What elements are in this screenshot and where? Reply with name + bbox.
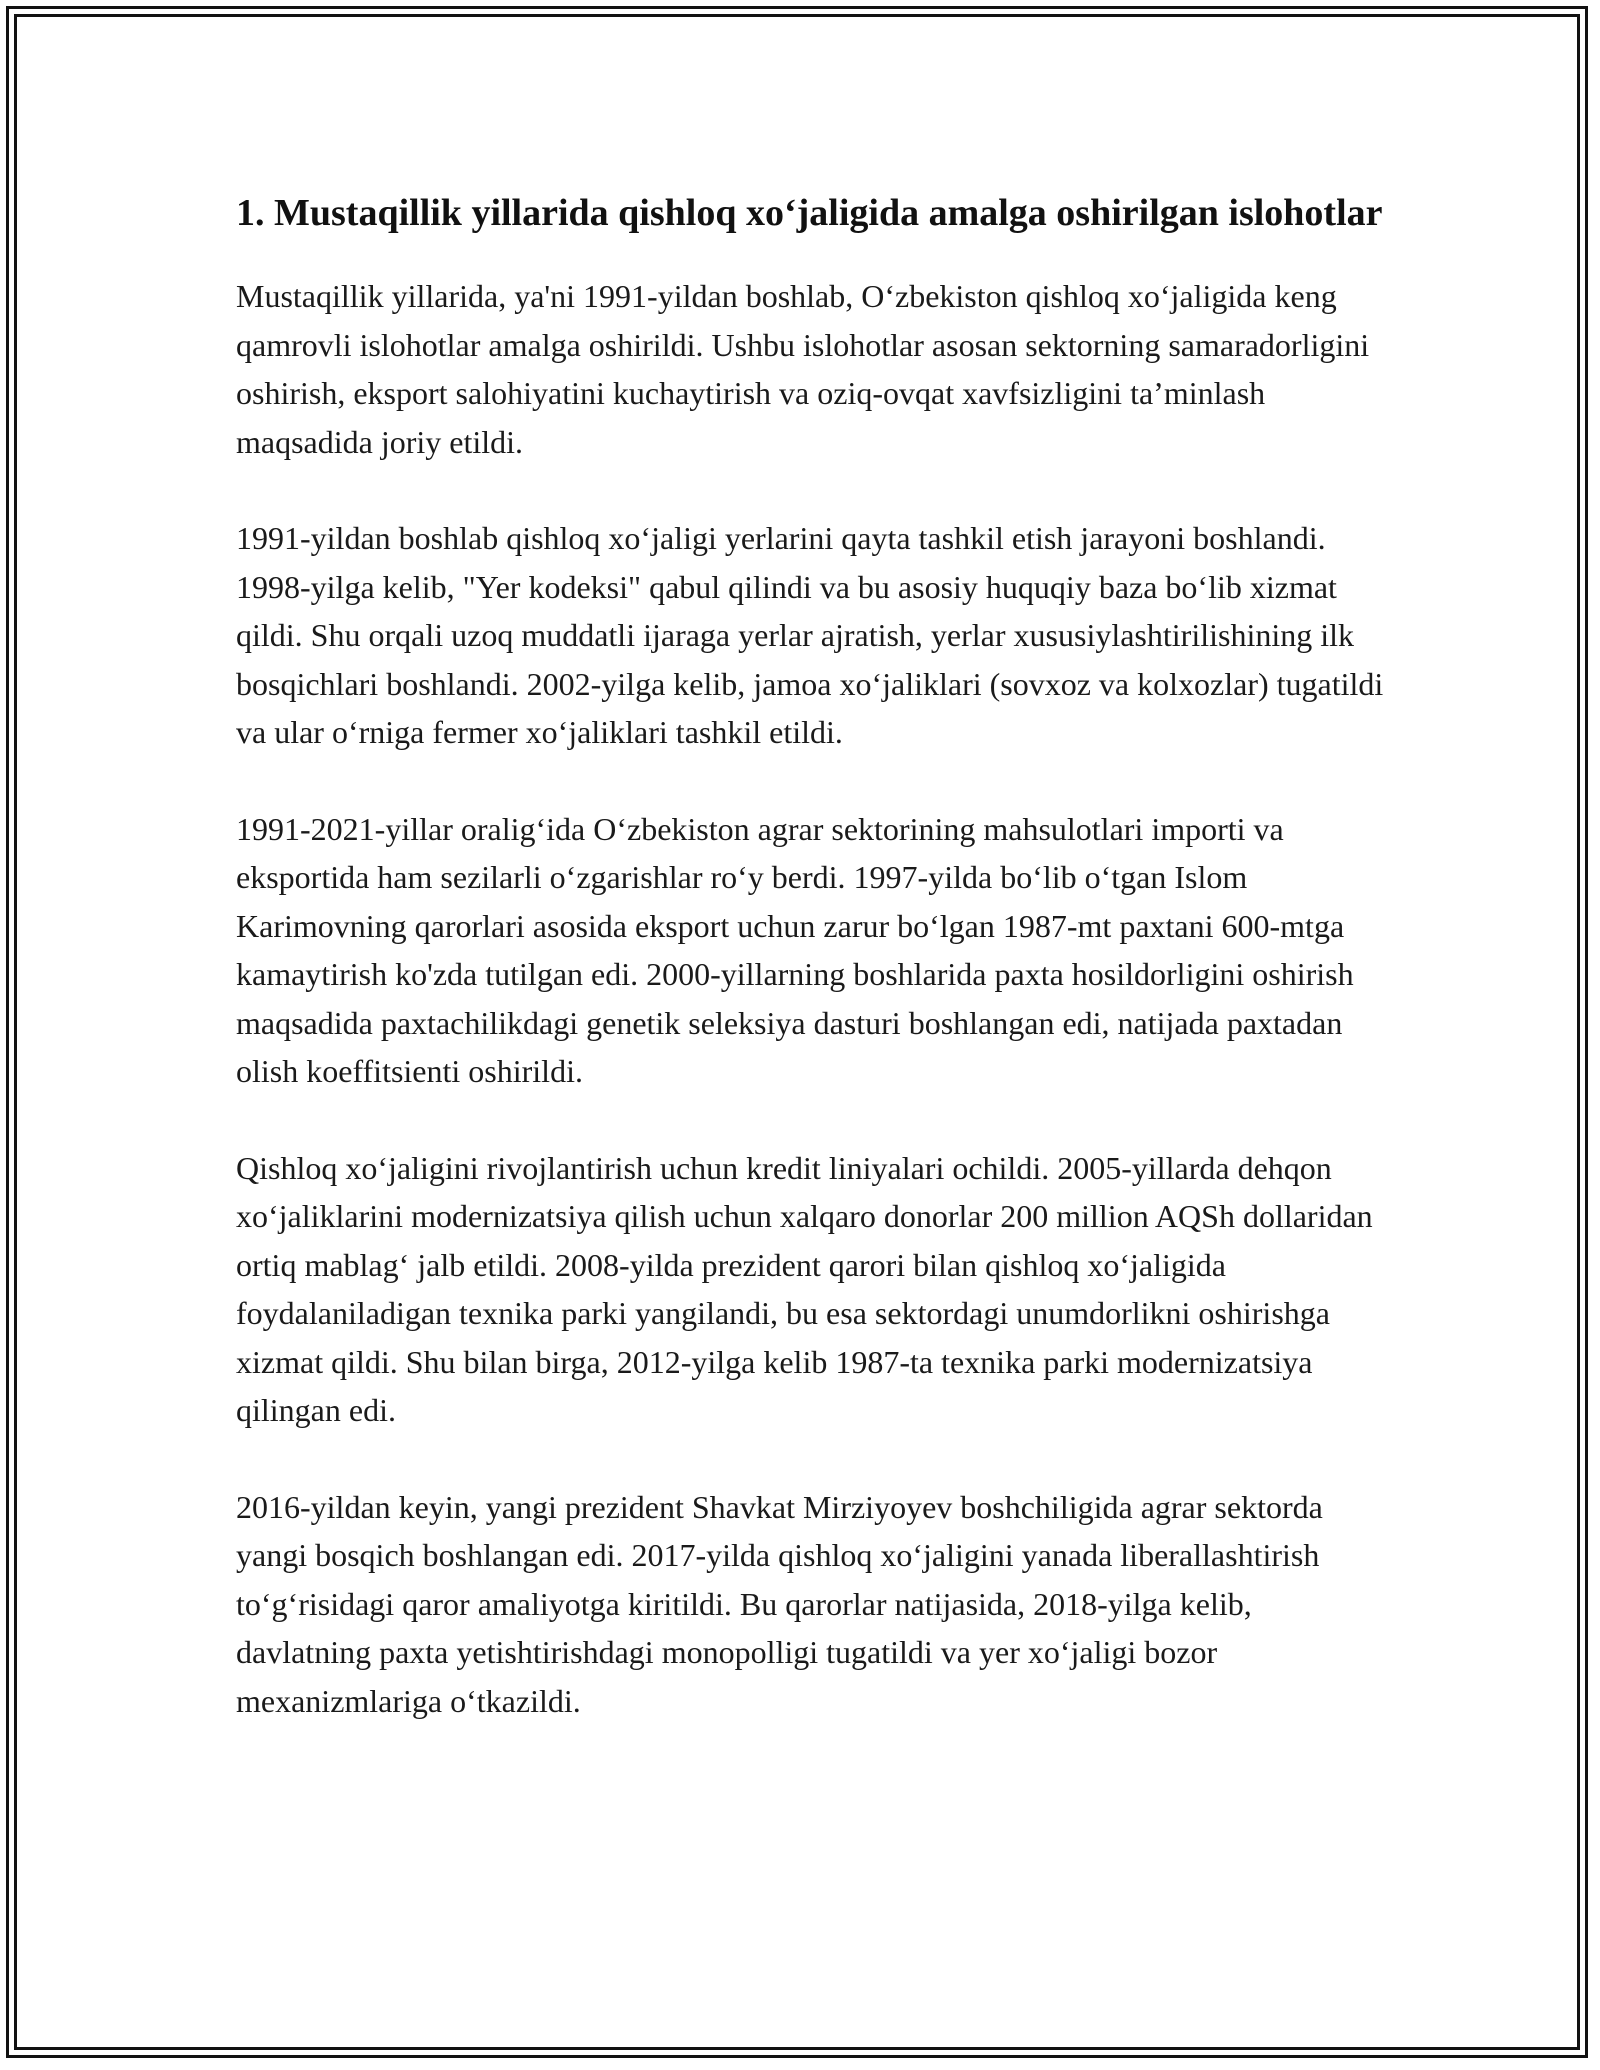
paragraph-1: Mustaqillik yillarida, ya'ni 1991-yildan boshlab, O‘zbekiston qishloq xo‘jaligida keng qamrovli islohotlar amalga oshirildi. Ushbu islohotlar asosan sektorning samaradorligini oshirish, eksport salohiyatini kuchaytirish va oziq-ovqat xavfsizligini ta’minlash maqsadida joriy etildi. [236,278,1370,460]
paragraph-2: 1991-yildan boshlab qishloq xo‘jaligi yerlarini qayta tashkil etish jarayoni boshlandi. 1998-yilga kelib, "Yer kodeksi" qabul qilindi va bu asosiy huquqiy baza bo‘lib xizmat qildi. Shu orqali uzoq muddatli ijaraga yerlar ajratish, yerlar xususiylashtirilishining ilk bosqichlari boshlandi. 2002-yilga kelib, jamoa xo‘jaliklari (sovxoz va kolxozlar) tugatildi va ular o‘rniga fermer xo‘jaliklari tashkil etildi. [236,520,1384,750]
paragraph-5: 2016-yildan keyin, yangi prezident Shavkat Mirziyoyev boshchiligida agrar sektorda yangi bosqich boshlangan edi. 2017-yilda qishloq xo‘jaligini yanada liberallashtirish to‘g‘risidagi qaror amaliyotga kiritildi. Bu qarorlar natijasida, 2018-yilga kelib, davlatning paxta yetishtirishdagi monopolligi tugatildi va yer xo‘jaligi bozor mexanizmlariga o‘tkazildi. [236,1488,1323,1719]
paragraph-4: Qishloq xo‘jaligini rivojlantirish uchun kredit liniyalari ochildi. 2005-yillarda dehqon xo‘jaliklarini modernizatsiya qilish uchun xalqaro donorlar 200 million AQSh dollaridan ortiq mablag‘ jalb etildi. 2008-yilda prezident qarori bilan qishloq xo‘jaligida foydalaniladigan texnika parki yangilandi, bu esa sektordagi unumdorlikni oshirishga xizmat qildi. Shu bilan birga, 2012-yilga kelib 1987-ta texnika parki modernizatsiya qilingan edi. [236,1149,1373,1428]
paragraph-3: 1991-2021-yillar oralig‘ida O‘zbekiston agrar sektorining mahsulotlari importi va eksportida ham sezilarli o‘zgarishlar ro‘y berdi. 1997-yilda bo‘lib o‘tgan Islom Karimovning qarorlari asosida eksport uchun zarur bo‘lgan 1987-mt paxtani 600-mtga kamaytirish ko'zda tutilgan edi. 2000-yillarning boshlarida paxta hosildorligini oshirish maqsadida paxtachilikdagi genetik seleksiya dasturi boshlangan edi, natijada paxtadan olish koeffitsienti oshirildi. [236,810,1354,1089]
document-body [236,186,1386,1773]
section-title: 1. Mustaqillik yillarida qishloq xo‘jaligida amalga oshirilgan islohotlar [236,192,1383,234]
